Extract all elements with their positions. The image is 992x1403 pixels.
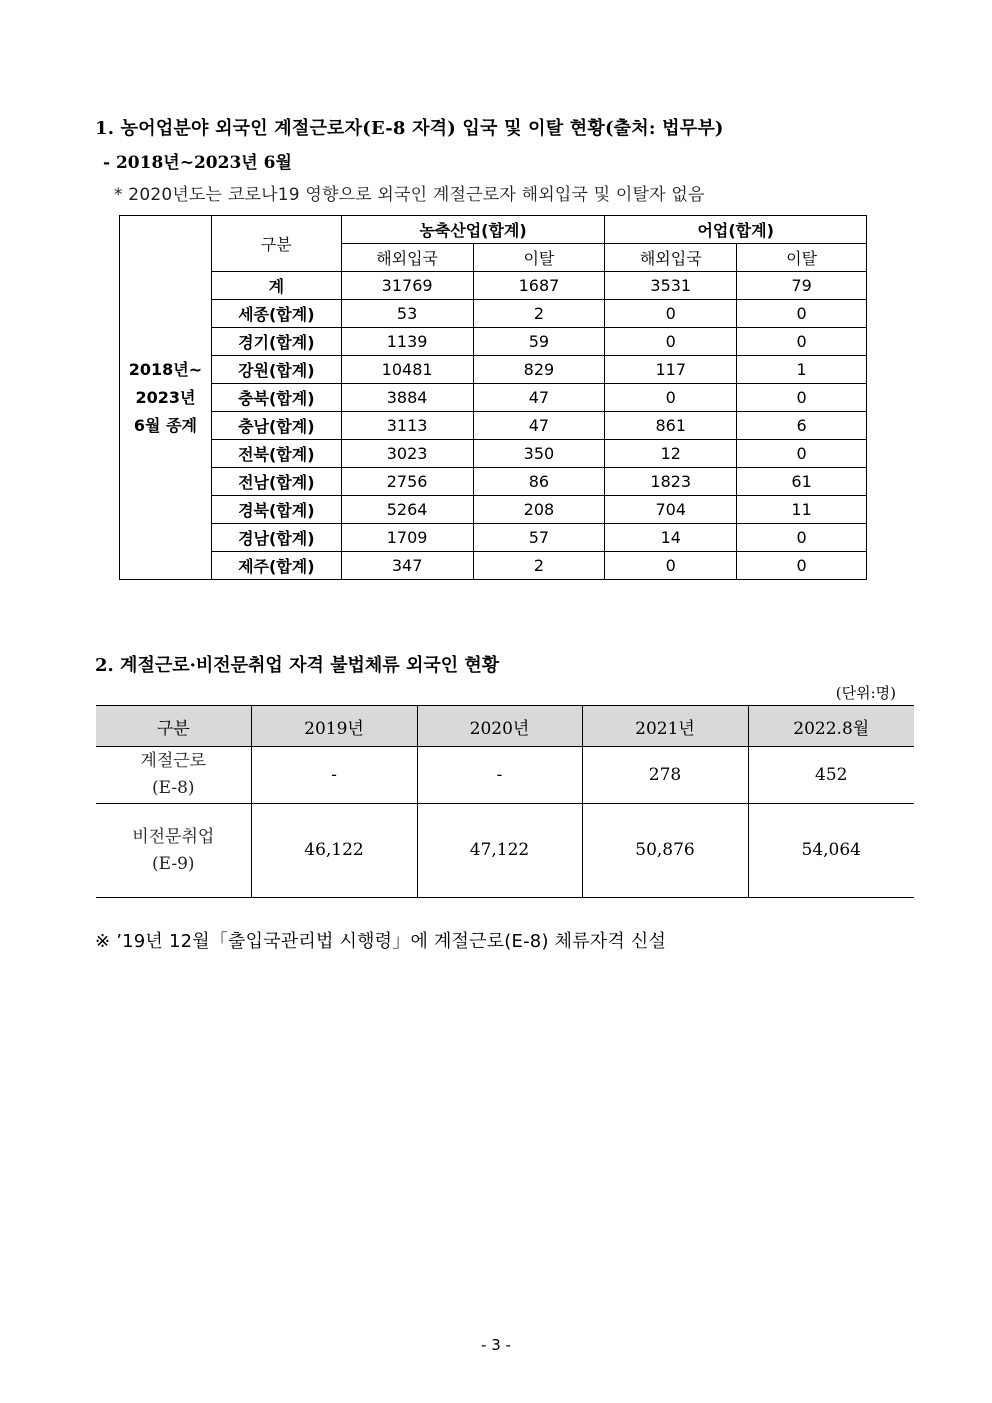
table-row xyxy=(120,356,867,384)
table-row xyxy=(120,440,867,468)
region-label: 충북(합계) xyxy=(211,384,341,412)
unit-label: (단위:명) xyxy=(835,684,896,702)
table-cell: 47 xyxy=(473,384,605,412)
table-cell: 46,122 xyxy=(251,804,417,898)
table-cell: 86 xyxy=(473,468,605,496)
table-cell: 3531 xyxy=(605,272,737,300)
col-header: 2021년 xyxy=(582,706,748,747)
section1-period: - 2018년~2023년 6월 xyxy=(103,153,292,173)
region-label: 전남(합계) xyxy=(211,468,341,496)
row-label-line: 계절근로 xyxy=(140,751,207,771)
table-cell: 452 xyxy=(748,747,914,804)
table-cell: 0 xyxy=(605,328,737,356)
table-cell: 3113 xyxy=(341,412,473,440)
table-cell: 0 xyxy=(737,300,867,328)
sub-header: 해외입국 xyxy=(605,244,737,272)
table-cell: 0 xyxy=(737,524,867,552)
row-label-line: (E-9) xyxy=(151,853,195,874)
table-cell: 10481 xyxy=(341,356,473,384)
row-label-line: (E-8) xyxy=(151,778,195,798)
illegal-stay-table xyxy=(96,705,914,898)
table-cell: 47,122 xyxy=(417,804,582,898)
table-cell: 3023 xyxy=(341,440,473,468)
table-cell: 1139 xyxy=(341,328,473,356)
entry-departure-table xyxy=(119,215,867,580)
table-row xyxy=(120,384,867,412)
table-row xyxy=(120,552,867,580)
sub-header: 이탈 xyxy=(473,244,605,272)
table-cell: 278 xyxy=(582,747,748,804)
table-cell: 61 xyxy=(737,468,867,496)
period-label-line: 2018년~ xyxy=(128,359,203,379)
table-cell: 31769 xyxy=(341,272,473,300)
table-cell: 2 xyxy=(473,552,605,580)
region-label: 충남(합계) xyxy=(211,412,341,440)
table-cell: 0 xyxy=(737,440,867,468)
table-cell: 117 xyxy=(605,356,737,384)
table-cell: 0 xyxy=(737,328,867,356)
period-label-line: 2023년 xyxy=(135,387,196,407)
footnote: ※ ’19년 12월「출입국관리법 시행령」에 계절근로(E-8) 체류자격 신설 xyxy=(95,931,667,952)
table-cell: 1687 xyxy=(473,272,605,300)
table-cell: 829 xyxy=(473,356,605,384)
table-cell: 1 xyxy=(737,356,867,384)
table-cell: 0 xyxy=(737,552,867,580)
region-label: 전북(합계) xyxy=(211,440,341,468)
table-cell: 53 xyxy=(341,300,473,328)
period-label-line: 6월 종계 xyxy=(133,415,197,435)
agri-group-header: 농축산업(합계) xyxy=(341,216,605,244)
table-cell: 2756 xyxy=(341,468,473,496)
table-cell: 347 xyxy=(341,552,473,580)
col-header: 2022.8월 xyxy=(748,706,914,747)
table-cell: 50,876 xyxy=(582,804,748,898)
table-cell: 14 xyxy=(605,524,737,552)
section1-title: 1. 농어업분야 외국인 계절근로자(E-8 자격) 입국 및 이탈 현황(출처: 법무부) xyxy=(95,118,724,139)
region-label: 세종(합계) xyxy=(211,300,341,328)
row-label-line: 비전문취업 xyxy=(132,826,215,847)
table-cell: 3884 xyxy=(341,384,473,412)
table-cell: - xyxy=(251,747,417,804)
col-header: 2019년 xyxy=(251,706,417,747)
section1-note: * 2020년도는 코로나19 영향으로 외국인 계절근로자 해외입국 및 이탈자 없음 xyxy=(114,185,705,205)
table-row xyxy=(96,747,914,804)
table-cell: 59 xyxy=(473,328,605,356)
period-label xyxy=(120,216,212,580)
table-row xyxy=(120,328,867,356)
table-cell: 57 xyxy=(473,524,605,552)
table-cell: 54,064 xyxy=(748,804,914,898)
table-cell: 208 xyxy=(473,496,605,524)
category-header: 구분 xyxy=(211,216,341,272)
table-row xyxy=(120,412,867,440)
region-label: 제주(합계) xyxy=(211,552,341,580)
row-label xyxy=(96,804,251,898)
table-cell: 11 xyxy=(737,496,867,524)
table-cell: 0 xyxy=(605,552,737,580)
fishery-group-header: 어업(합계) xyxy=(605,216,867,244)
table-row xyxy=(120,300,867,328)
table-cell: 2 xyxy=(473,300,605,328)
table-cell: 704 xyxy=(605,496,737,524)
table-cell: 1709 xyxy=(341,524,473,552)
region-label: 강원(합계) xyxy=(211,356,341,384)
table-cell: 6 xyxy=(737,412,867,440)
section2-title: 2. 계절근로·비전문취업 자격 불법체류 외국인 현황 xyxy=(95,655,500,676)
region-label: 경남(합계) xyxy=(211,524,341,552)
col-header: 2020년 xyxy=(417,706,582,747)
table-cell: 0 xyxy=(605,384,737,412)
region-label: 경기(합계) xyxy=(211,328,341,356)
sub-header: 해외입국 xyxy=(341,244,473,272)
table-row xyxy=(120,272,867,300)
col-header: 구분 xyxy=(96,706,251,747)
region-label: 계 xyxy=(211,272,341,300)
table-cell: 1823 xyxy=(605,468,737,496)
page-number: - 3 - xyxy=(481,1336,511,1354)
table-cell: 0 xyxy=(737,384,867,412)
region-label: 경북(합계) xyxy=(211,496,341,524)
table-row xyxy=(120,468,867,496)
table-cell: 350 xyxy=(473,440,605,468)
table-cell: 861 xyxy=(605,412,737,440)
table-cell: 5264 xyxy=(341,496,473,524)
table-row xyxy=(96,804,914,898)
table-cell: 47 xyxy=(473,412,605,440)
sub-header: 이탈 xyxy=(737,244,867,272)
table-cell: 12 xyxy=(605,440,737,468)
table-row xyxy=(120,524,867,552)
table-cell: 0 xyxy=(605,300,737,328)
table-cell: - xyxy=(417,747,582,804)
row-label xyxy=(96,747,251,804)
table-cell: 79 xyxy=(737,272,867,300)
table-row xyxy=(120,496,867,524)
